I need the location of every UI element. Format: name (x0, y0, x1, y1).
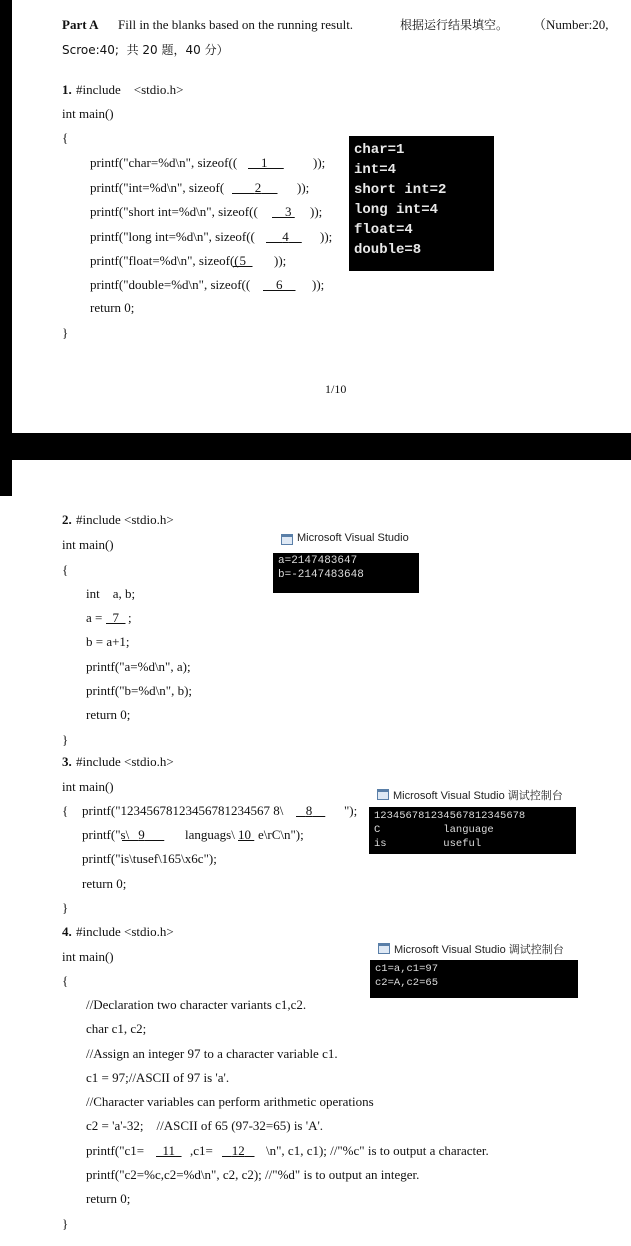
q2-code-line: a = (86, 610, 103, 625)
q2-number: 2. (62, 512, 72, 527)
console-line: short int=2 (354, 182, 447, 198)
q2-code-line: int main() (62, 537, 114, 552)
q4-console-window (370, 936, 578, 998)
console-app-icon (377, 789, 389, 800)
q4-code-line: return 0; (86, 1191, 131, 1206)
console-line: float=4 (354, 222, 413, 238)
instruction-text-cn: 根据运行结果填空。 (400, 18, 509, 32)
console-line: b=-2147483648 (278, 569, 364, 581)
q4-code-line: char c1, c2; (86, 1021, 147, 1036)
q3-code-line: } (62, 900, 69, 915)
q3-include: #include <stdio.h> (76, 754, 174, 769)
q4-code-line: { (62, 973, 69, 988)
q4-code-line: c2 = 'a'-32; //ASCII of 65 (97-32=65) is 'A'. (86, 1118, 324, 1133)
console-line: long int=4 (354, 202, 439, 218)
page-number: 1/10 (325, 382, 347, 396)
q1-code-tail: )); (297, 180, 310, 195)
q1-code-line: printf("short int=%d\n", sizeof(( (90, 204, 258, 219)
q3-number: 3. (62, 754, 72, 769)
q1-code-tail: )); (274, 253, 287, 268)
window-title: Microsoft Visual Studio (297, 532, 409, 544)
q3-console-window (369, 781, 576, 854)
q1-blank-3: 3 (285, 204, 292, 219)
console-line: int=4 (354, 162, 397, 178)
q1-code-line: return 0; (90, 300, 135, 315)
q3-code-line: languags\ (185, 827, 235, 842)
q2-console-window (273, 525, 419, 593)
q4-blank-12: 12 (231, 1143, 245, 1158)
q4-code-line: int main() (62, 949, 114, 964)
console-app-icon (281, 534, 293, 545)
console-line: 123456781234567812345678 (374, 810, 526, 822)
q1-code-line: int main() (62, 106, 114, 121)
q2-code-line: printf("a=%d\n", a); (86, 659, 191, 674)
console-line: double=8 (354, 242, 422, 258)
q4-code-line: c1 = 97;//ASCII of 97 is 'a'. (86, 1070, 230, 1085)
q1-code-line: } (62, 325, 69, 340)
console-line: c1=a,c1=97 (375, 963, 439, 975)
q1-blank-4: 4 (282, 229, 289, 244)
q4-code-line: } (62, 1216, 69, 1231)
q4-code-line: //Assign an integer 97 to a character variable c1. (86, 1046, 338, 1061)
window-titlebar (369, 781, 576, 807)
q1-code-line: printf("double=%d\n", sizeof(( (90, 277, 251, 292)
q2-code-line: b = a+1; (86, 634, 130, 649)
window-title: Microsoft Visual Studio 调试控制台 (394, 944, 564, 956)
q3-code-line: printf("12345678123456781234567 8\ (82, 803, 284, 818)
q1-code-line: { (62, 130, 69, 145)
q1-blank-5: 5 (239, 253, 246, 268)
q2-code-line: return 0; (86, 707, 131, 722)
q2-blank-tail: ; (128, 610, 132, 625)
q1-code-line: printf("float=%d\n", sizeof(( (90, 253, 239, 268)
q1-code-line: printf("int=%d\n", sizeof( (90, 180, 225, 195)
q1-code-line: printf("char=%d\n", sizeof(( (90, 155, 238, 170)
q2-code-line: { (62, 562, 69, 577)
page-break-band (0, 433, 631, 460)
part-label: Part A (62, 17, 99, 32)
console-line: c2=A,c2=65 (375, 977, 439, 989)
q3-code-line: return 0; (82, 876, 127, 891)
q3-code-line: int main() (62, 779, 114, 794)
q1-code-tail: )); (310, 204, 323, 219)
q4-blank-11: 11 (162, 1143, 176, 1158)
window-titlebar (370, 936, 578, 960)
q3-blank-9: 9 (138, 827, 145, 842)
q1-code-line: printf("long int=%d\n", sizeof(( (90, 229, 255, 244)
console-app-icon (378, 943, 390, 954)
q3-code-line: { (62, 803, 69, 818)
q1-code-tail: )); (313, 155, 326, 170)
q1-blank-6: 6 (276, 277, 283, 292)
score-meta-1: （Number:20, (533, 17, 609, 32)
q2-code-line: } (62, 732, 69, 747)
q3-code-line: printf("s\ (82, 827, 130, 842)
instruction-text: Fill in the blanks based on the running result. (118, 17, 354, 32)
q1-code-tail: )); (312, 277, 325, 292)
q4-code-line: //Character variables can perform arithmetic operations (86, 1094, 374, 1109)
page-edge-left (0, 0, 12, 433)
page-edge-left (0, 460, 12, 496)
q4-code-line: printf("c1= (86, 1143, 145, 1158)
q4-code-line: //Declaration two character variants c1,c2. (86, 997, 307, 1012)
score-meta-2: Scroe:40; 共 20 题，40 分） (62, 43, 229, 57)
q2-code-line: printf("b=%d\n", b); (86, 683, 193, 698)
q3-blank-8: 8 (305, 803, 313, 818)
window-title: Microsoft Visual Studio 调试控制台 (393, 790, 563, 802)
q3-code-line: e\rC\n"); (258, 827, 304, 842)
q1-blank-1: 1 (261, 155, 268, 170)
q4-number: 4. (62, 924, 72, 939)
q2-blank-7: 7 (112, 610, 119, 625)
q2-code-line: int a, b; (86, 586, 136, 601)
q1-include: #include <stdio.h> (76, 82, 184, 97)
q4-code-line: \n", c1, c1); //"%c" is to output a character. (266, 1143, 489, 1158)
q2-include: #include <stdio.h> (76, 512, 174, 527)
q1-blank-2: 2 (254, 180, 262, 195)
q3-code-line: printf("is\tusef\165\x6c"); (82, 851, 217, 866)
q1-console-output (349, 136, 494, 271)
q1-number: 1. (62, 82, 72, 97)
console-line: C language (374, 824, 494, 836)
q4-code-line: printf("c2=%c,c2=%d\n", c2, c2); //"%d" is to output an integer. (86, 1167, 420, 1182)
q4-code-line: ,c1= (190, 1143, 213, 1158)
q3-blank-10: 10 (238, 827, 251, 842)
q1-code-tail: )); (320, 229, 333, 244)
console-line: a=2147483647 (278, 555, 358, 567)
q3-code-tail: "); (344, 803, 358, 818)
window-titlebar (273, 525, 419, 553)
q4-include: #include <stdio.h> (76, 924, 174, 939)
console-line: is useful (374, 838, 482, 850)
console-line: char=1 (354, 142, 405, 158)
